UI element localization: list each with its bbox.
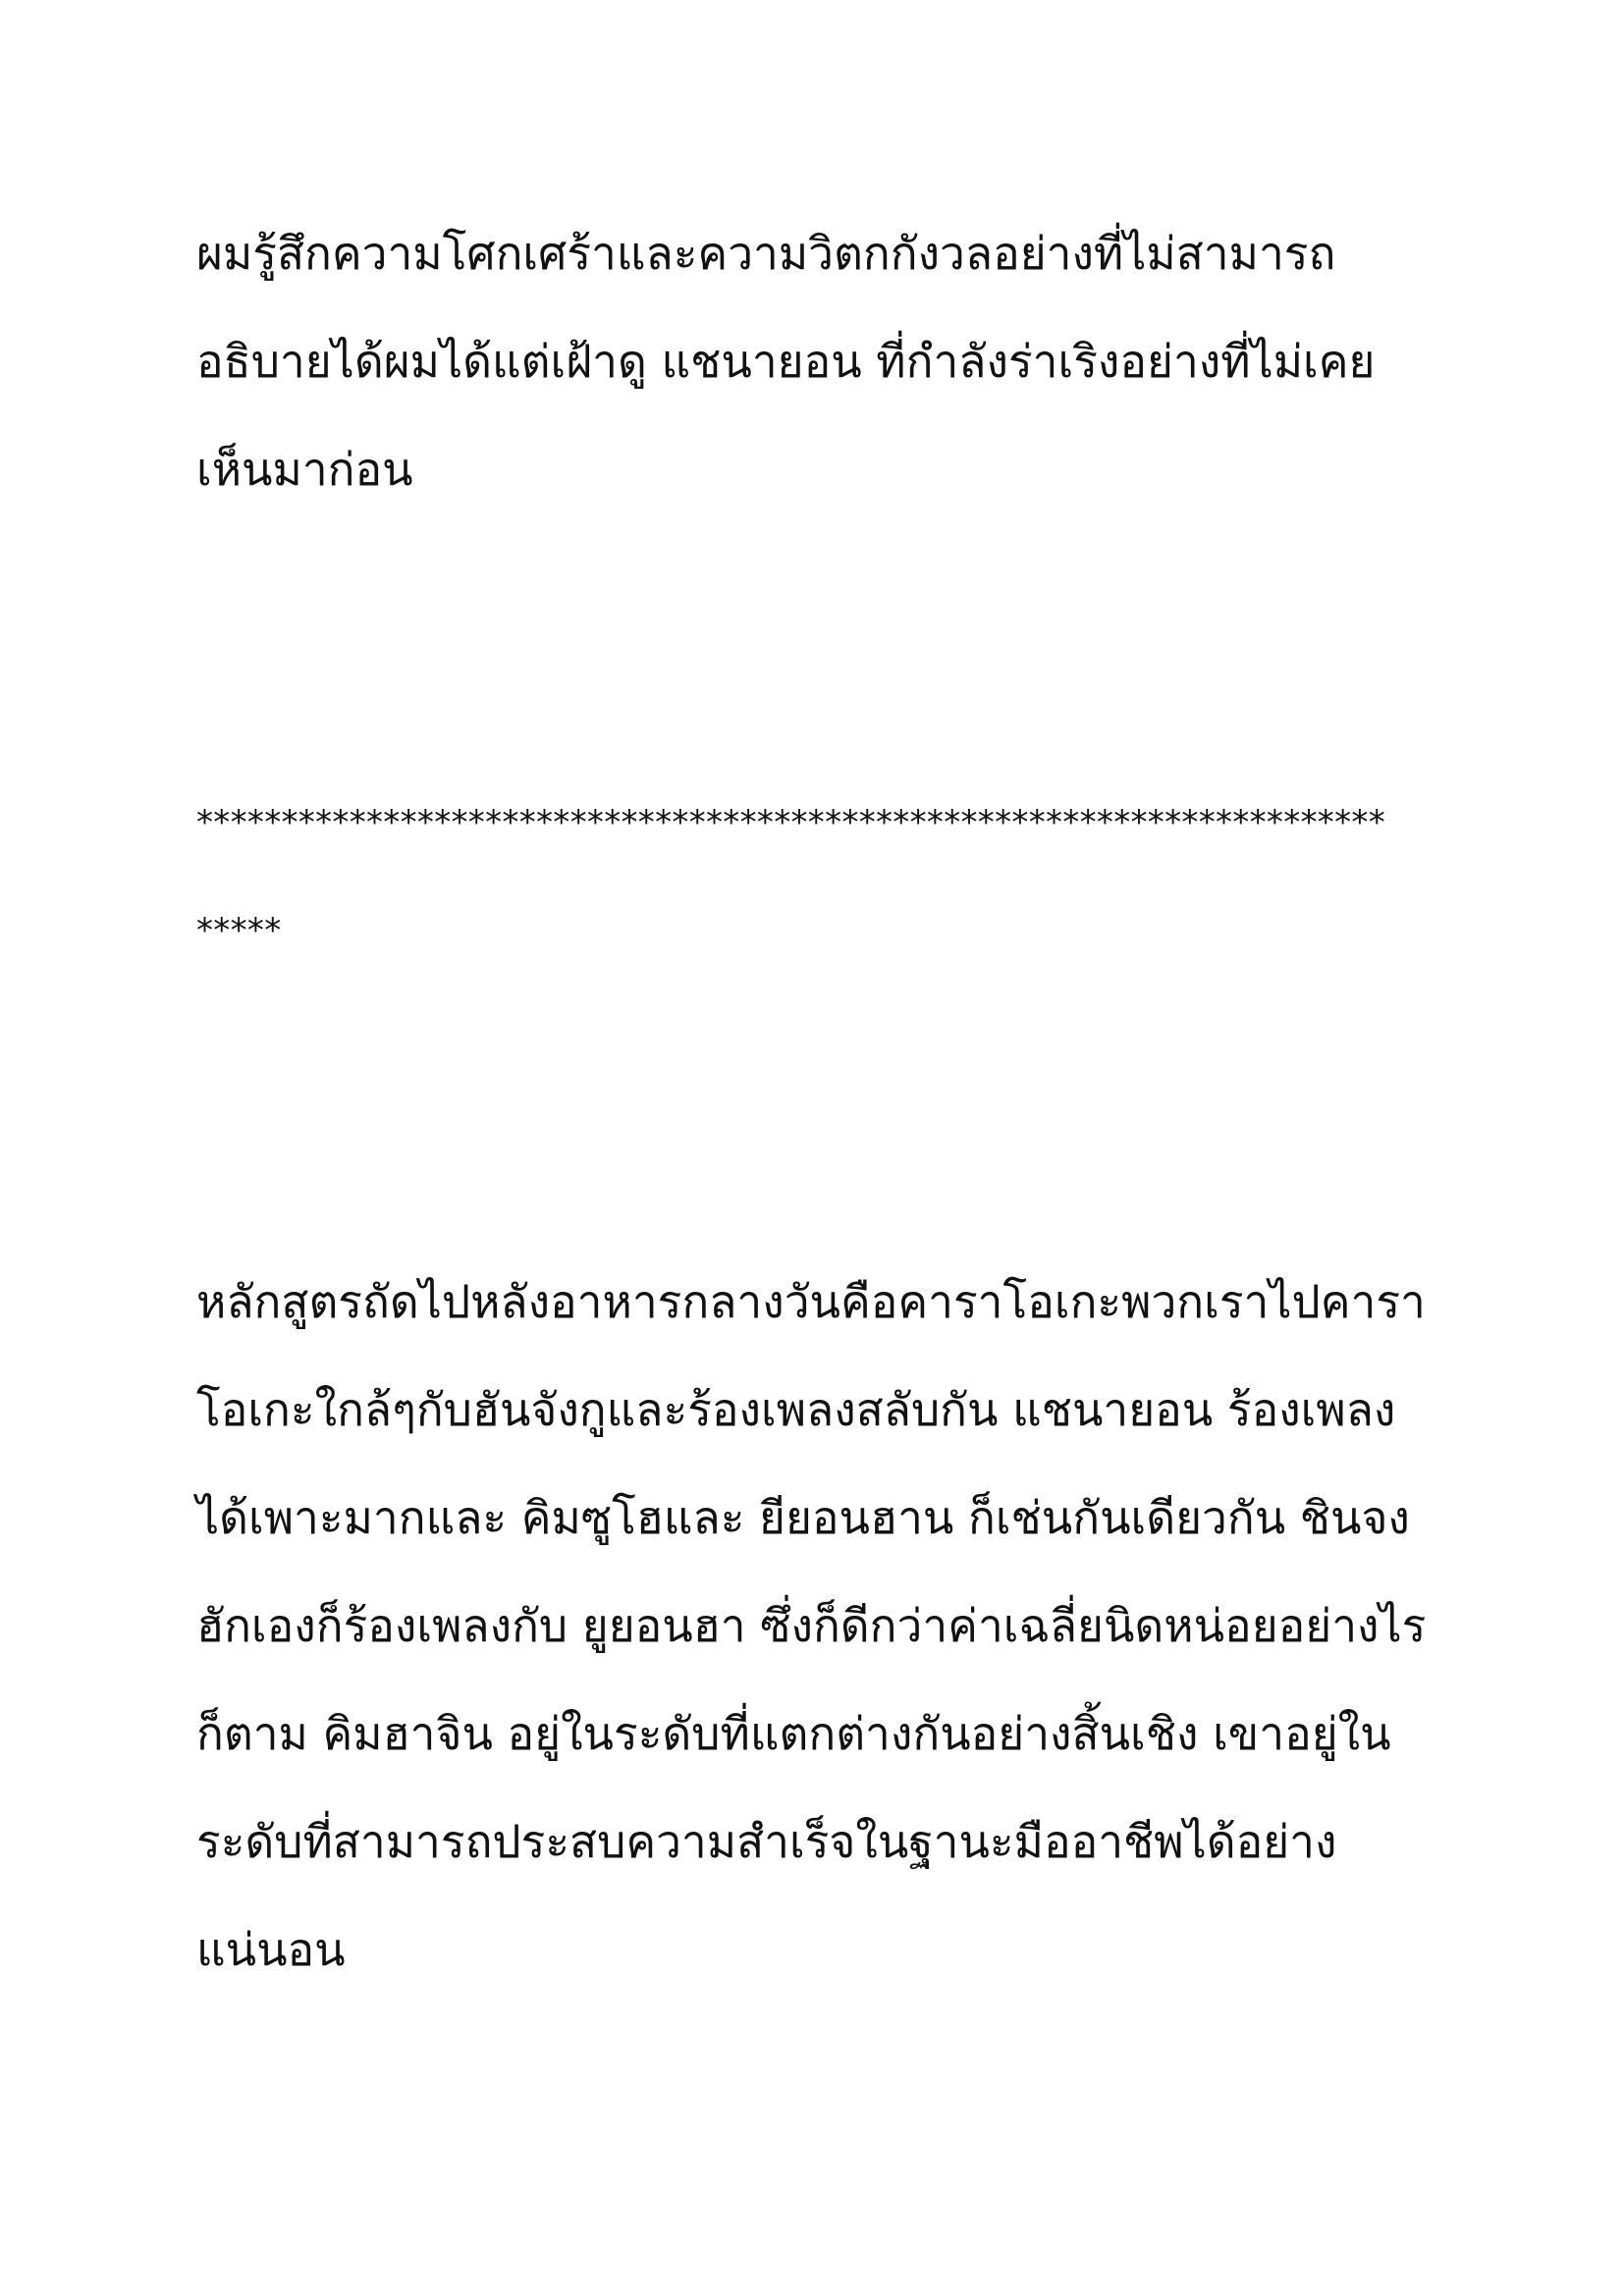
paragraph-2-line-7: แน่นอน [196,1923,346,1976]
paragraph-2-line-1: หลักสูตรถัดไปหลังอาหารกลางวันคือคาราโอเกะพวกเราไปคารา [196,1275,1426,1328]
paragraph-2-line-4: ฮักเองก็ร้องเพลงกับ ยูยอนฮา ซึ่งก็ดีกว่าค่าเฉลี่ยนิดหน่อยอย่างไร [196,1599,1427,1652]
paragraph-2-line-6: ระดับที่สามารถประสบความสำเร็จในฐานะมืออาชีพได้อย่าง [196,1815,1337,1868]
paragraph-2-line-2: โอเกะใกล้ๆกับฮันจังกูและร้องเพลงสลับกัน แชนายอน ร้องเพลง [196,1383,1396,1436]
paragraph-1-line-1: ผมรู้สึกความโศกเศร้าและความวิตกกังวลอย่างที่ไม่สามารถ [196,227,1336,280]
separator-line-2: ***** [196,911,282,950]
paragraph-1-line-2: อธิบายได้ผมได้แต่เฝ้าดู แชนายอน ที่กำลังร่าเริงอย่างที่ไม่เคย [196,335,1376,388]
paragraph-2-line-3: ได้เพาะมากและ คิมซูโฮและ ยียอนฮาน ก็เช่นกันเดียวกัน ชินจง [196,1491,1410,1544]
paragraph-2-line-5: ก็ตาม คิมฮาจิน อยู่ในระดับที่แตกต่างกันอย่างสิ้นเชิง เขาอยู่ใน [196,1707,1391,1760]
separator-line-1: ********************************************************************** [196,803,1385,842]
paragraph-1-line-3: เห็นมาก่อน [196,443,413,496]
